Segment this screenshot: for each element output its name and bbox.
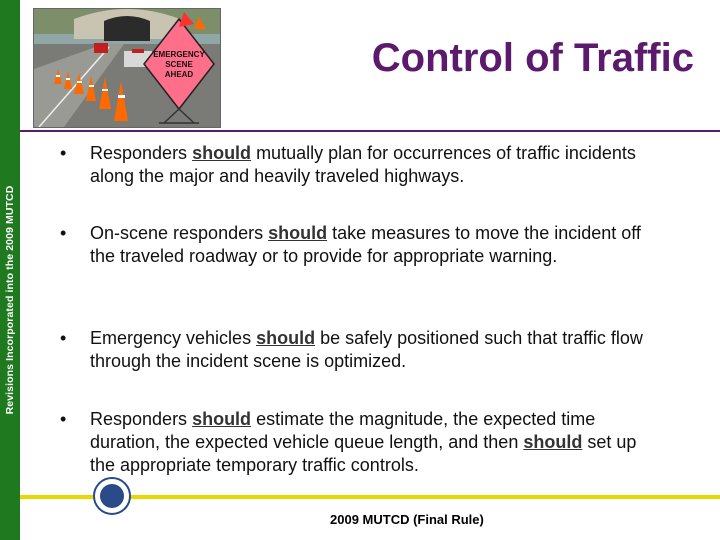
bullet-text: Responders — [90, 143, 193, 163]
sign-line-2: SCENE — [165, 60, 193, 69]
sign-line-3: AHEAD — [164, 70, 194, 79]
seal-inner — [100, 484, 124, 508]
sign-line-1: EMERGENCY — [153, 50, 205, 59]
bullet-dot: • — [60, 223, 67, 243]
bullet-dot: • — [60, 143, 67, 163]
bullet-text: Emergency vehicles — [90, 328, 257, 348]
bullet-emphasis: should — [523, 432, 583, 452]
bullet-text: On-scene responders — [90, 223, 269, 243]
bullet-emphasis: should — [268, 223, 328, 243]
bullet-item — [58, 142, 658, 188]
header-photo — [33, 8, 221, 128]
bullet-text: mutually plan for occurrences of traffic incidents along the major and heavily traveled highways. — [90, 143, 636, 186]
title-divider — [20, 130, 720, 132]
page-title: Control of Traffic — [371, 36, 694, 80]
bullet-item — [58, 222, 658, 268]
bullet-item — [58, 408, 658, 477]
dot-seal-icon — [93, 477, 131, 515]
sidebar-vertical-text: Revisions Incorporated into the 2009 MUTCD — [4, 185, 16, 415]
bullet-emphasis: should — [256, 328, 316, 348]
bullet-text: be safely positioned such that traffic flow through the incident scene is optimized. — [90, 328, 643, 371]
bullet-text: set up the appropriate temporary traffic controls. — [90, 432, 637, 475]
bullet-dot: • — [60, 409, 67, 429]
bullet-emphasis: should — [192, 143, 252, 163]
bullet-emphasis: should — [192, 409, 252, 429]
sidebar-band — [0, 0, 20, 540]
bullet-text: estimate the magnitude, the expected time duration, the expected vehicle queue length, and then — [90, 409, 596, 452]
bullet-text: Responders — [90, 409, 193, 429]
bullet-text: take measures to move the incident off the traveled roadway or to provide for appropriate warning. — [90, 223, 641, 266]
bullet-item — [58, 327, 658, 373]
traffic-scene-image — [34, 9, 220, 127]
footer-label: 2009 MUTCD (Final Rule) — [330, 512, 484, 527]
bullet-dot: • — [60, 328, 67, 348]
